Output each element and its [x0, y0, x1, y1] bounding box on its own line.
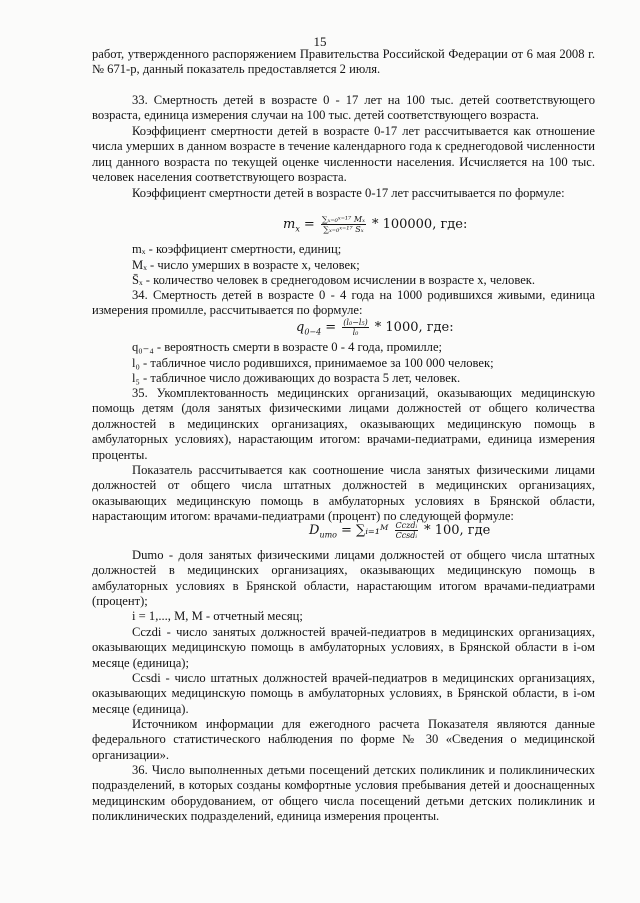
paragraph-33-coefficient: Коэффициент смертности детей в возрасте 0-17 лет рассчитывается как отношение числа умерших в данном возрасте в течение календарного года к среднегодовой численности лиц данного возраста по текущей оценке численности населения. Исчисляется на 100 тыс. человек населения соответствующего возраста.	[92, 124, 595, 185]
paragraph-33-formula-intro: Коэффициент смертности детей в возрасте 0-17 лет рассчитывается по формуле:	[132, 186, 565, 200]
definition-Cczd: Cczdi - число занятых должностей врачей-педиатров в медицинских организациях, оказывающих медицинскую помощь в амбулаторных условиях, в Брянской области в i-ом месяце (единица);	[92, 625, 595, 670]
formula-denominator: l₀	[352, 328, 359, 337]
formula-numerator: (l₀−l₅)	[343, 318, 368, 327]
definition-Ccsd: Ccsdi - число штатных должностей врачей-педиатров в медицинских организациях, оказывающих медицинскую помощь в амбулаторных условиях, в Брянской области, в i-ом месяце (единица).	[92, 671, 595, 716]
formula-lhs: m	[283, 217, 296, 232]
definition-D: Dumo - доля занятых физическими лицами должностей от общего числа штатных должностей в медицинских организациях, оказывающих медицинскую помощь в амбулаторных условиях в Брянской области, нарастающим итогом врачами-педиатрами (процент);	[92, 548, 595, 609]
formula-staffing	[309, 521, 490, 543]
formula-fraction	[321, 215, 366, 234]
formula-denominator: Ccsdᵢ	[395, 531, 418, 540]
formula-tail: * 100, где	[424, 523, 491, 538]
formula-numerator: ∑ₓ₌₀ˣ⁼¹⁷ Mₓ	[321, 215, 365, 224]
formula-mortality-0-17: $m_x$ = $\frac{\text{∑ₓ₌₀ˣ⁼¹⁷ Mₓ}}{\text{∑ₓ₌₀ˣ⁼¹⁷ S̄ₓ}}$ * 100000, где:	[283, 215, 468, 234]
definition-l5: l₅ - табличное число доживающих до возраста 5 лет, человек.	[132, 371, 461, 385]
definition-M: Mₓ - число умерших в возрасте x, человек;	[132, 258, 360, 272]
definition-S: S̄ₓ - количество человек в среднегодовом исчислении в возрасте x, человек.	[132, 273, 536, 287]
definition-l0: l₀ - табличное число родившихся, принимаемое за 100 000 человек;	[132, 356, 494, 370]
formula-fraction	[395, 521, 419, 540]
paragraph-33: 33. Смертность детей в возрасте 0 - 17 лет на 100 тыс. детей соответствующего возраста, единица измерения случаи на 100 тыс. детей соответствующего возраста.	[92, 93, 595, 123]
paragraph-35-calculation: Показатель рассчитывается как соотношение числа занятых физическими лицами должностей от общего числа штатных должностей в медицинских организациях, оказывающих медицинскую помощь в амбулаторных условиях в Брянской области, нарастающим итогом: врачами-педиатрами (процент) по следующей формуле:	[92, 463, 595, 524]
formula-tail: * 100000, где:	[371, 217, 468, 232]
formula-lhs-sub: umo	[319, 530, 337, 540]
formula-mortality-0-4: $q_{0-4}$ = $\frac{\text{(l₀−l₅)}}{\text{l₀}}$ * 1000, где:	[296, 318, 454, 337]
formula-denominator: ∑ₓ₌₀ˣ⁼¹⁷ S̄ₓ	[323, 225, 364, 234]
formula-sum: = ∑ᵢ₌₁ᴹ	[341, 523, 393, 538]
formula-lhs-sub: 0−4	[304, 327, 322, 337]
formula-lhs: D	[309, 523, 320, 538]
paragraph-36: 36. Число выполненных детьми посещений детских поликлиник и поликлинических подразделений, в которых созданы комфортные условия пребывания детей и дооснащенных медицинским оборудованием, от общего числа посещений детьми детских поликлиник и поликлинических подразделений, единица измерения проценты.	[92, 763, 595, 824]
formula-tail: * 1000, где:	[374, 320, 454, 335]
definition-q: q₀₋₄ - вероятность смерти в возрасте 0 - 4 года, промилле;	[132, 340, 443, 354]
paragraph-35-source: Источником информации для ежегодного расчета Показателя являются данные федерального статистического наблюдения по форме № 30 «Сведения о медицинской организации».	[92, 717, 595, 762]
paragraph-35: 35. Укомплектованность медицинских организаций, оказывающих медицинскую помощь детям (доля занятых физическими лицами должностей от общего количества должностей в медицинских организациях, оказывающих медицинскую помощь в амбулаторных условиях), нарастающим итогом: врачами-педиатрами, единица измерения проценты.	[92, 386, 595, 462]
page-number: 15	[313, 34, 327, 49]
definition-m: mₓ - коэффициент смертности, единиц;	[132, 242, 342, 256]
formula-lhs: q	[296, 320, 305, 335]
paragraph-continuation: работ, утвержденного распоряжением Правительства Российской Федерации от 6 мая 2008 г. № 671-р, данный показатель предоставляется 2 июля.	[92, 47, 595, 77]
formula-lhs-sub: x	[295, 224, 300, 234]
paragraph-34: 34. Смертность детей в возрасте 0 - 4 года на 1000 родившихся живыми, единица измерения промилле, рассчитывается по формуле:	[92, 288, 595, 318]
definition-i: i = 1,..., M, M - отчетный месяц;	[132, 609, 303, 623]
formula-numerator: Cczdᵢ	[395, 521, 418, 530]
formula-fraction	[342, 318, 368, 337]
